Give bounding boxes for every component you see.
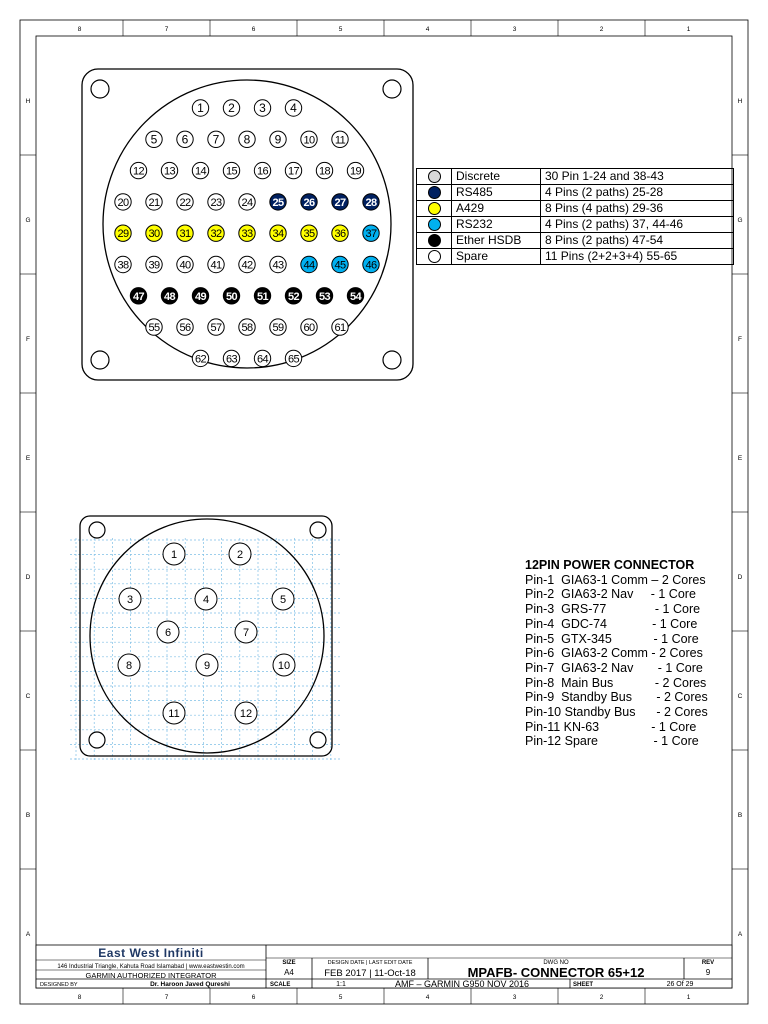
- frame-row-label-right: A: [737, 931, 743, 938]
- svg-text:2: 2: [236, 549, 244, 561]
- legend-row: [417, 217, 734, 233]
- frame-col-label-bottom: 4: [425, 994, 430, 1001]
- connector12-mount-hole-tr: [310, 522, 326, 538]
- connector12-pin: [163, 543, 185, 565]
- svg-text:51: 51: [256, 290, 269, 303]
- svg-text:4: 4: [202, 594, 210, 606]
- frame-col-label-top: 7: [164, 26, 169, 33]
- svg-text:20: 20: [117, 196, 129, 209]
- connector12-pins: [118, 543, 295, 724]
- power-pin-row: Pin-12 Spare - 1 Core: [525, 734, 699, 749]
- title-block: [36, 945, 732, 989]
- connector12-grid: [70, 538, 340, 760]
- svg-text:30: 30: [148, 228, 160, 241]
- svg-text:33: 33: [241, 228, 253, 241]
- designer-name: Dr. Haroon Javed Qureshi: [150, 981, 230, 988]
- connector65-pin: [115, 256, 131, 272]
- legend-row: [417, 185, 734, 201]
- legend-row: [417, 169, 734, 185]
- power-pin-row: Pin-11 KN-63 - 1 Core: [525, 719, 697, 734]
- frame-row-label-left: F: [26, 336, 30, 343]
- svg-text:14: 14: [194, 165, 207, 178]
- frame-row-label-right: C: [737, 693, 743, 700]
- power-pin-row: Pin-5 GTX-345 - 1 Core: [525, 631, 699, 646]
- svg-text:1: 1: [197, 101, 204, 115]
- connector12-pin: [163, 702, 185, 724]
- svg-text:37: 37: [365, 228, 377, 241]
- connector65-pin: [115, 194, 131, 210]
- svg-text:3: 3: [259, 101, 266, 115]
- connector65-pin: [223, 100, 239, 116]
- connector65-pin: [285, 350, 301, 366]
- svg-text:65: 65: [287, 353, 300, 366]
- svg-text:17: 17: [287, 165, 300, 178]
- connector12-pin: [272, 588, 294, 610]
- legend-signal-name: Spare: [452, 249, 541, 265]
- svg-text:16: 16: [256, 165, 269, 178]
- integrator-label: GARMIN AUTHORIZED INTEGRATOR: [85, 971, 217, 980]
- connector65-pin: [301, 225, 317, 241]
- svg-text:63: 63: [225, 353, 238, 366]
- connector12-pin: [195, 588, 217, 610]
- connector65-pin: [332, 225, 348, 241]
- connector65-pin: [254, 288, 270, 304]
- connector65-pin: [208, 319, 224, 335]
- connector65-pin: [239, 256, 255, 272]
- svg-text:11: 11: [334, 134, 346, 147]
- connector12-pin: [157, 621, 179, 643]
- svg-text:8: 8: [243, 132, 251, 147]
- svg-text:32: 32: [210, 228, 222, 241]
- connector65-pin: [192, 288, 208, 304]
- frame-col-label-bottom: 8: [77, 994, 82, 1001]
- svg-text:5: 5: [150, 132, 158, 147]
- connector65-pin: [270, 256, 286, 272]
- svg-text:25: 25: [272, 196, 284, 209]
- svg-text:6: 6: [164, 627, 172, 639]
- connector65-pin: [332, 131, 348, 147]
- svg-text:7: 7: [212, 132, 220, 147]
- legend-row: [417, 233, 734, 249]
- connector12-pin: [229, 543, 251, 565]
- legend-signal-description: 4 Pins (2 paths) 37, 44-46: [541, 217, 734, 233]
- power-pin-row: Pin-6 GIA63-2 Comm - 2 Cores: [525, 646, 703, 661]
- connector12-mount-hole-tl: [89, 522, 105, 538]
- frame-col-label-top: 8: [77, 26, 82, 33]
- connector65-pin: [363, 194, 379, 210]
- svg-text:45: 45: [334, 259, 346, 272]
- svg-text:38: 38: [117, 259, 129, 272]
- connector65-pin: [285, 162, 301, 178]
- project-name: AMF – GARMIN G950 NOV 2016: [394, 979, 530, 989]
- svg-text:31: 31: [179, 228, 191, 241]
- power-connector-title: 12PIN POWER CONNECTOR: [525, 558, 695, 572]
- connector65-pin: [146, 319, 162, 335]
- connector65-pin: [239, 319, 255, 335]
- svg-text:35: 35: [303, 228, 315, 241]
- connector12-pin: [196, 654, 218, 676]
- power-pin-row: Pin-3 GRS-77 - 1 Core: [525, 602, 701, 617]
- frame-col-label-top: 5: [338, 26, 343, 33]
- svg-text:21: 21: [148, 196, 160, 209]
- legend-swatch: [428, 202, 441, 215]
- svg-text:52: 52: [287, 290, 300, 303]
- svg-text:59: 59: [272, 322, 284, 335]
- connector12-mount-hole-bl: [89, 732, 105, 748]
- connector65-pin: [161, 162, 177, 178]
- power-pin-row: Pin-8 Main Bus - 2 Cores: [525, 675, 707, 690]
- connector65-pin: [332, 194, 348, 210]
- svg-text:3: 3: [126, 594, 134, 606]
- svg-text:12: 12: [132, 165, 145, 178]
- power-pin-row: Pin-2 GIA63-2 Nav - 1 Core: [525, 587, 696, 602]
- power-pin-row: Pin-1 GIA63-1 Comm – 2 Cores: [525, 572, 706, 587]
- svg-text:64: 64: [256, 353, 269, 366]
- svg-text:53: 53: [318, 290, 331, 303]
- frame-col-label-bottom: 3: [512, 994, 517, 1001]
- connector65-pin: [130, 288, 146, 304]
- scale-value: 1:1: [336, 981, 346, 988]
- svg-text:24: 24: [241, 196, 253, 209]
- connector65-pin: [316, 288, 332, 304]
- power-pin-row: Pin-10 Standby Bus - 2 Cores: [525, 705, 708, 720]
- svg-text:61: 61: [334, 322, 346, 335]
- frame-col-label-top: 1: [686, 26, 691, 33]
- company-address: 146 Industrial Triangle, Kahuta Road Islamabad | www.eastwestin.com: [57, 964, 245, 970]
- svg-text:41: 41: [210, 259, 222, 272]
- dates-label: DESIGN DATE | LAST EDIT DATE: [327, 960, 413, 966]
- connector65-pin: [146, 131, 162, 147]
- connector65-pin: [301, 131, 317, 147]
- connector65-pins: [115, 100, 379, 367]
- connector65-pin: [254, 100, 270, 116]
- connector65-pin: [285, 100, 301, 116]
- frame-row-label-right: G: [737, 217, 743, 224]
- legend-signal-description: 4 Pins (2 paths) 25-28: [541, 185, 734, 201]
- svg-text:39: 39: [148, 259, 160, 272]
- svg-text:9: 9: [203, 660, 211, 672]
- svg-text:49: 49: [194, 290, 207, 303]
- scale-label: SCALE: [270, 982, 291, 988]
- frame-row-label-right: F: [738, 336, 742, 343]
- svg-text:2: 2: [228, 101, 235, 115]
- connector12-pin: [235, 621, 257, 643]
- connector65-mount-hole-tr: [383, 80, 401, 98]
- frame-row-label-left: D: [25, 574, 31, 581]
- svg-text:26: 26: [303, 196, 315, 209]
- legend-signal-name: Ether HSDB: [452, 233, 541, 249]
- svg-text:9: 9: [274, 132, 282, 147]
- frame-col-label-top: 6: [251, 26, 256, 33]
- frame-col-label-top: 4: [425, 26, 430, 33]
- legend-row: [417, 201, 734, 217]
- connector12-pin: [235, 702, 257, 724]
- frame-col-label-bottom: 6: [251, 994, 256, 1001]
- legend-signal-description: 8 Pins (2 paths) 47-54: [541, 233, 734, 249]
- legend-signal-name: RS485: [452, 185, 541, 201]
- connector65-mount-hole-bl: [91, 351, 109, 369]
- svg-text:23: 23: [210, 196, 222, 209]
- frame-row-label-left: H: [25, 98, 31, 105]
- size-value: A4: [284, 968, 294, 977]
- svg-text:18: 18: [318, 165, 331, 178]
- svg-text:44: 44: [303, 259, 315, 272]
- connector65-pin: [254, 350, 270, 366]
- svg-text:46: 46: [365, 259, 377, 272]
- connector65-pin: [347, 162, 363, 178]
- svg-text:13: 13: [163, 165, 176, 178]
- frame-col-label-bottom: 5: [338, 994, 343, 1001]
- connector65-pin: [301, 194, 317, 210]
- connector65-pin: [363, 225, 379, 241]
- svg-text:58: 58: [241, 322, 253, 335]
- svg-text:12: 12: [239, 708, 253, 720]
- legend-signal-description: 11 Pins (2+2+3+4) 55-65: [541, 249, 734, 265]
- frame-row-label-right: E: [737, 455, 743, 462]
- svg-text:50: 50: [225, 290, 238, 303]
- power-pin-row: Pin-9 Standby Bus - 2 Cores: [525, 690, 708, 705]
- svg-text:48: 48: [163, 290, 176, 303]
- svg-text:19: 19: [349, 165, 362, 178]
- sheet-label: SHEET: [573, 982, 594, 988]
- connector65-pin: [270, 225, 286, 241]
- connector65-pin: [363, 256, 379, 272]
- connector65-pin: [192, 350, 208, 366]
- rev-label: REV: [701, 960, 715, 966]
- legend-signal-description: 30 Pin 1-24 and 38-43: [541, 169, 734, 185]
- legend-signal-name: RS232: [452, 217, 541, 233]
- frame-row-label-right: B: [737, 812, 743, 819]
- connector65-pin: [239, 131, 255, 147]
- connector65-pin: [332, 256, 348, 272]
- legend-swatch: [428, 186, 441, 199]
- connector65-pin: [223, 350, 239, 366]
- connector65-pin: [332, 319, 348, 335]
- connector65-pin: [285, 288, 301, 304]
- frame-row-label-right: H: [737, 98, 743, 105]
- connector65-pin: [239, 194, 255, 210]
- connector65-pin: [301, 256, 317, 272]
- legend-signal-description: 8 Pins (4 paths) 29-36: [541, 201, 734, 217]
- power-pin-row: Pin-7 GIA63-2 Nav - 1 Core: [525, 660, 703, 675]
- frame-row-label-left: E: [25, 455, 31, 462]
- legend-swatch: [428, 170, 441, 183]
- frame-col-label-top: 2: [599, 26, 604, 33]
- size-label: SIZE: [282, 960, 296, 966]
- connector65-pin: [177, 194, 193, 210]
- connector65-pin: [161, 288, 177, 304]
- legend-row: [417, 249, 734, 265]
- legend-swatch: [428, 234, 441, 247]
- connector65-pin: [177, 131, 193, 147]
- legend-signal-name: Discrete: [452, 169, 541, 185]
- connector65-pin: [239, 225, 255, 241]
- legend-swatch: [428, 250, 441, 263]
- svg-text:54: 54: [349, 290, 362, 303]
- designed-by-label: DESIGNED BY: [40, 982, 78, 988]
- connector65-pin: [223, 162, 239, 178]
- connector65-pin: [208, 256, 224, 272]
- connector65-pin: [208, 131, 224, 147]
- svg-text:62: 62: [194, 353, 207, 366]
- legend-swatch: [428, 218, 441, 231]
- frame-row-label-left: B: [25, 812, 31, 819]
- svg-text:57: 57: [210, 322, 222, 335]
- connector65-pin: [177, 319, 193, 335]
- connector65-pin: [146, 256, 162, 272]
- frame-row-label-left: A: [25, 931, 31, 938]
- connector12-pin: [273, 654, 295, 676]
- connector12-pin: [118, 654, 140, 676]
- connector12-pin: [119, 588, 141, 610]
- dwg-label: DWG NO: [543, 960, 569, 966]
- svg-text:36: 36: [334, 228, 346, 241]
- connector65-pin: [270, 131, 286, 147]
- svg-text:60: 60: [303, 322, 315, 335]
- connector65-pin: [208, 194, 224, 210]
- svg-text:42: 42: [241, 259, 253, 272]
- frame-col-label-bottom: 7: [164, 994, 169, 1001]
- connector65-pin: [177, 256, 193, 272]
- svg-text:7: 7: [242, 627, 250, 639]
- dwg-number: MPAFB- CONNECTOR 65+12: [467, 965, 645, 980]
- svg-text:15: 15: [225, 165, 238, 178]
- connector65-pin: [347, 288, 363, 304]
- svg-text:1: 1: [170, 549, 178, 561]
- svg-text:56: 56: [179, 322, 191, 335]
- svg-text:28: 28: [365, 196, 377, 209]
- svg-text:10: 10: [303, 134, 315, 147]
- svg-text:11: 11: [168, 708, 180, 720]
- svg-text:43: 43: [272, 259, 284, 272]
- connector65-pin: [177, 225, 193, 241]
- connector12-mount-hole-br: [310, 732, 326, 748]
- frame-row-label-left: G: [25, 217, 31, 224]
- connector65-pin: [146, 194, 162, 210]
- svg-text:40: 40: [179, 259, 191, 272]
- dates-value: FEB 2017 | 11-Oct-18: [324, 968, 416, 979]
- legend-signal-name: A429: [452, 201, 541, 217]
- svg-text:34: 34: [272, 228, 284, 241]
- svg-text:10: 10: [277, 660, 291, 672]
- connector12-shell: [90, 519, 324, 753]
- connector65-pin: [316, 162, 332, 178]
- svg-text:29: 29: [117, 228, 129, 241]
- frame-row-label-right: D: [737, 574, 743, 581]
- svg-text:47: 47: [132, 290, 145, 303]
- power-pin-row: Pin-4 GDC-74 - 1 Core: [525, 616, 698, 631]
- connector65-pin: [208, 225, 224, 241]
- connector65-pin: [301, 319, 317, 335]
- rev-value: 9: [705, 968, 711, 977]
- frame-col-label-bottom: 2: [599, 994, 604, 1001]
- connector65-pin: [115, 225, 131, 241]
- connector65-pin: [192, 162, 208, 178]
- connector65-pin: [270, 319, 286, 335]
- connector65-pin: [254, 162, 270, 178]
- frame-row-label-left: C: [25, 693, 31, 700]
- connector65-pin: [223, 288, 239, 304]
- connector65-mount-hole-br: [383, 351, 401, 369]
- connector65-pin: [270, 194, 286, 210]
- svg-text:55: 55: [148, 322, 160, 335]
- connector65-pin: [192, 100, 208, 116]
- svg-text:6: 6: [181, 132, 189, 147]
- power-connector-description: [525, 558, 708, 749]
- svg-text:4: 4: [290, 101, 297, 115]
- company-name: East West Infiniti: [98, 946, 204, 960]
- svg-text:8: 8: [125, 660, 133, 672]
- svg-text:22: 22: [179, 196, 191, 209]
- connector65-mount-hole-tl: [91, 80, 109, 98]
- frame-col-label-bottom: 1: [686, 994, 691, 1001]
- connector65-pin: [146, 225, 162, 241]
- signal-legend: [416, 168, 734, 265]
- svg-text:5: 5: [279, 594, 287, 606]
- sheet-value: 26 Of 29: [666, 981, 694, 988]
- svg-text:27: 27: [334, 196, 346, 209]
- frame-col-label-top: 3: [512, 26, 517, 33]
- connector65-pin: [130, 162, 146, 178]
